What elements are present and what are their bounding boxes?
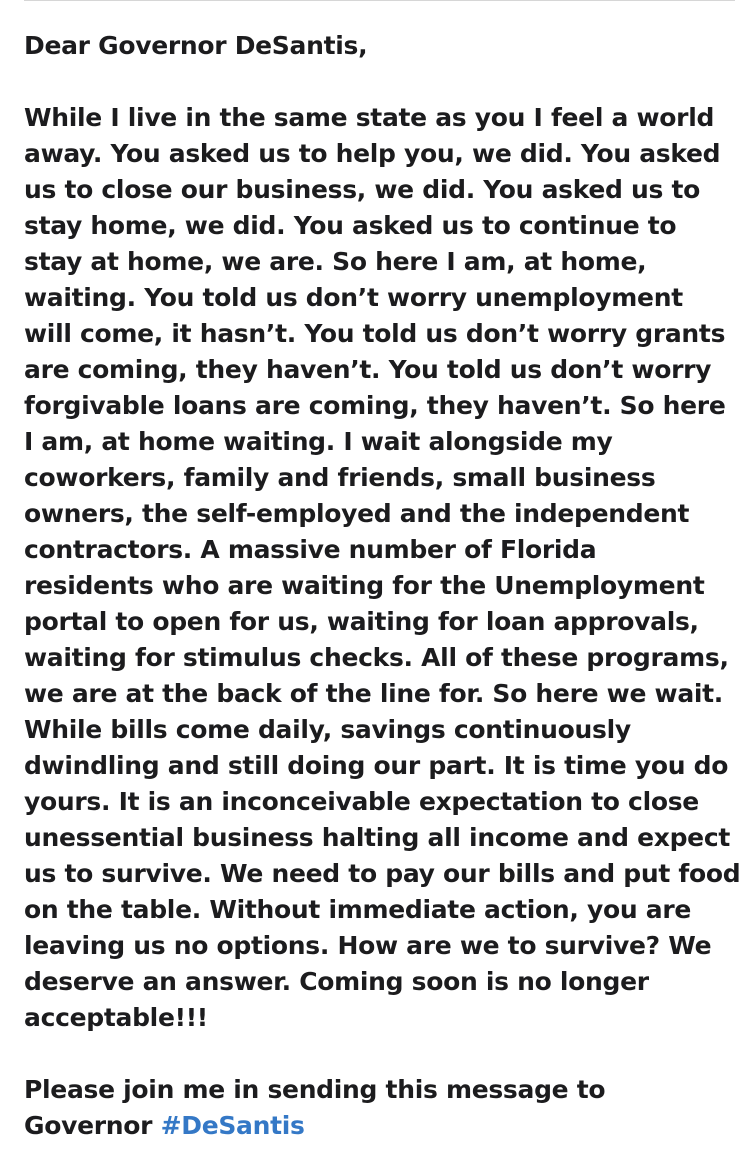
greeting: Dear Governor DeSantis, — [24, 31, 368, 60]
body-line: are coming, they haven’t. You told us don’t worry — [24, 355, 712, 384]
paragraph-gap — [24, 1036, 729, 1072]
post-text — [24, 28, 741, 1144]
body-line: coworkers, family and friends, small business — [24, 463, 656, 492]
body-line: owners, the self-employed and the independent — [24, 499, 690, 528]
body-line: waiting for stimulus checks. All of these programs, — [24, 643, 729, 672]
body-line: contractors. A massive number of Florida — [24, 535, 597, 564]
body-line: on the table. Without immediate action, you are — [24, 895, 692, 924]
body-line: I am, at home waiting. I wait alongside my — [24, 427, 613, 456]
body-line: stay at home, we are. So here I am, at home, — [24, 247, 647, 276]
body-line: will come, it hasn’t. You told us don’t worry grants — [24, 319, 726, 348]
body-line: residents who are waiting for the Unemployment — [24, 571, 705, 600]
body-line: waiting. You told us don’t worry unemployment — [24, 283, 683, 312]
letter-body — [24, 100, 741, 1036]
body-line: While I live in the same state as you I feel a world — [24, 103, 715, 132]
body-line: we are at the back of the line for. So here we wait. — [24, 679, 724, 708]
body-line: dwindling and still doing our part. It is time you do — [24, 751, 729, 780]
body-line: unessential business halting all income and expect — [24, 823, 730, 852]
body-line: While bills come daily, savings continuously — [24, 715, 631, 744]
body-line: deserve an answer. Coming soon is no longer — [24, 967, 649, 996]
body-line: forgivable loans are coming, they haven’t. So here — [24, 391, 726, 420]
closing-prefix: Governor — [24, 1111, 161, 1140]
closing-line: Please join me in sending this message to — [24, 1075, 606, 1104]
body-line: us to close our business, we did. You asked us to — [24, 175, 701, 204]
body-line: yours. It is an inconceivable expectation to close — [24, 787, 699, 816]
body-line: us to survive. We need to pay our bills and put food — [24, 859, 741, 888]
body-line: leaving us no options. How are we to survive? We — [24, 931, 712, 960]
hashtag-link[interactable]: #DeSantis — [160, 1111, 305, 1140]
body-line: away. You asked us to help you, we did. You asked — [24, 139, 721, 168]
paragraph-gap — [24, 64, 729, 100]
closing-line-hashtag — [24, 1108, 729, 1144]
body-line: portal to open for us, waiting for loan approvals, — [24, 607, 699, 636]
body-line: acceptable!!! — [24, 1003, 208, 1032]
body-line: stay home, we did. You asked us to continue to — [24, 211, 677, 240]
top-divider — [24, 0, 735, 1]
